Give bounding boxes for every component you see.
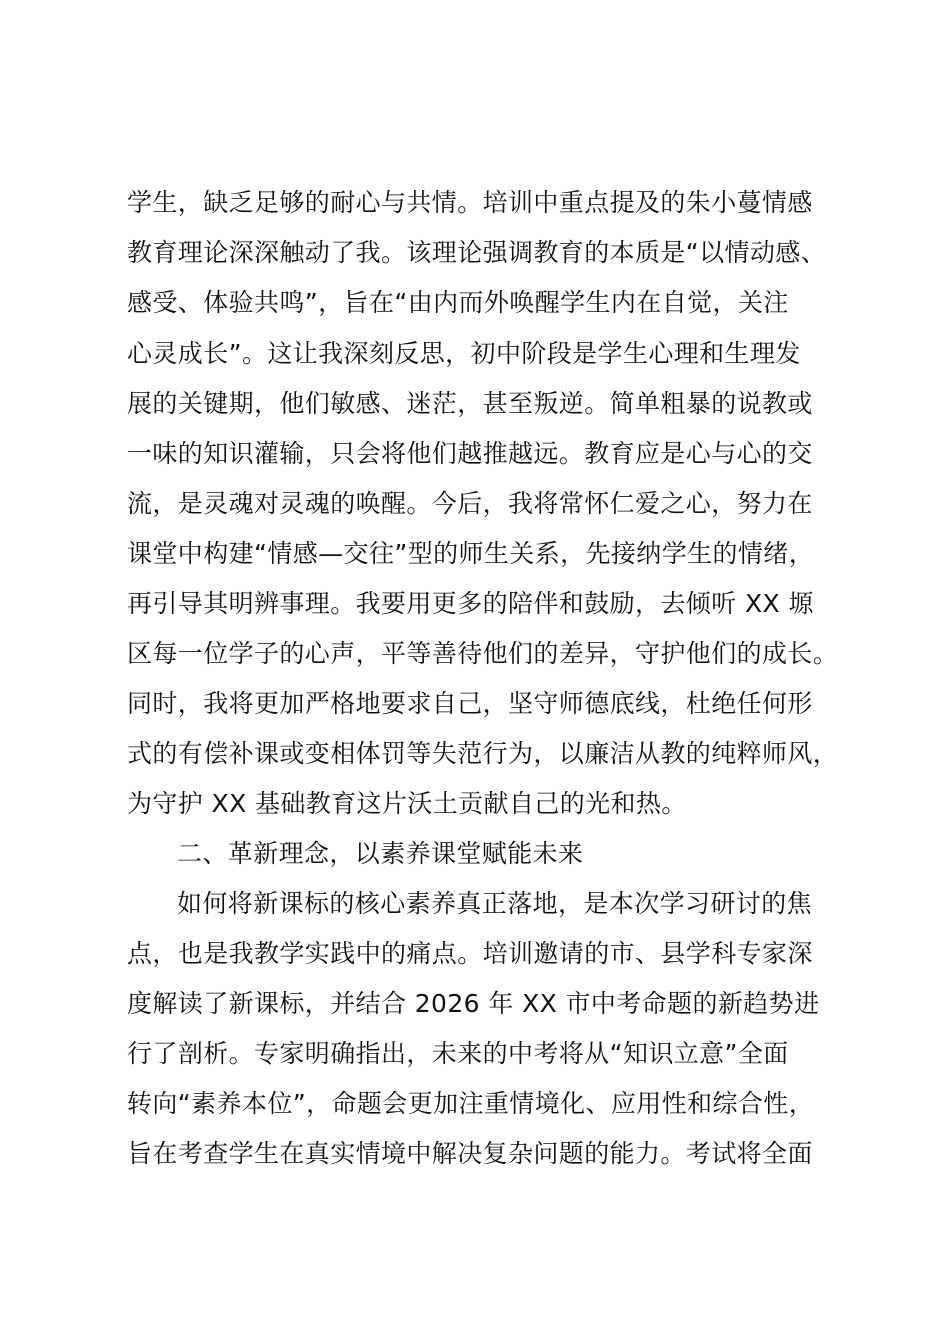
paragraph-line: 行了剖析。专家明确指出，未来的中考将从“知识立意”全面	[127, 1039, 789, 1068]
paragraph-line: 学生，缺乏足够的耐心与共情。培训中重点提及的朱小蔓情感	[127, 188, 813, 217]
paragraph-line: 区每一位学子的心声，平等善待他们的差异，守护他们的成长。	[127, 639, 839, 668]
paragraph-line: 如何将新课标的核心素养真正落地，是本次学习研讨的焦	[177, 889, 813, 918]
section-heading: 二、革新理念，以素养课堂赋能未来	[177, 839, 584, 868]
paragraph-line: 展的关键期，他们敏感、迷茫，甚至叛逆。简单粗暴的说教或	[127, 389, 813, 418]
paragraph-line: 同时，我将更加严格地要求自己，坚守师德底线，杜绝任何形	[127, 689, 813, 718]
paragraph-line: 转向“素养本位”，命题会更加注重情境化、应用性和综合性，	[127, 1089, 815, 1118]
paragraph-line: 教育理论深深触动了我。该理论强调教育的本质是“以情动感、	[127, 238, 827, 267]
paragraph-line: 式的有偿补课或变相体罚等失范行为，以廉洁从教的纯粹师风，	[127, 739, 839, 768]
paragraph-line: 感受、体验共鸣”，旨在“由内而外唤醒学生内在自觉，关注	[127, 288, 789, 317]
paragraph-line: 点，也是我教学实践中的痛点。培训邀请的市、县学科专家深	[127, 939, 813, 968]
paragraph-line: 流，是灵魂对灵魂的唤醒。今后，我将常怀仁爱之心，努力在	[127, 489, 813, 518]
paragraph-line: 课堂中构建“情感—交往”型的师生关系，先接纳学生的情绪，	[127, 539, 815, 568]
paragraph-line: 一味的知识灌输，只会将他们越推越远。教育应是心与心的交	[127, 439, 813, 468]
paragraph-line: 再引导其明辨事理。我要用更多的陪伴和鼓励，去倾听 XX 塬	[127, 589, 814, 618]
paragraph-line: 旨在考查学生在真实情境中解决复杂问题的能力。考试将全面	[127, 1139, 813, 1168]
paragraph-line: 心灵成长”。这让我深刻反思，初中阶段是学生心理和生理发	[127, 339, 801, 368]
paragraph-line: 度解读了新课标，并结合 2026 年 XX 市中考命题的新趋势进	[127, 989, 820, 1018]
paragraph-line: 为守护 XX 基础教育这片沃土贡献自己的光和热。	[127, 789, 687, 818]
